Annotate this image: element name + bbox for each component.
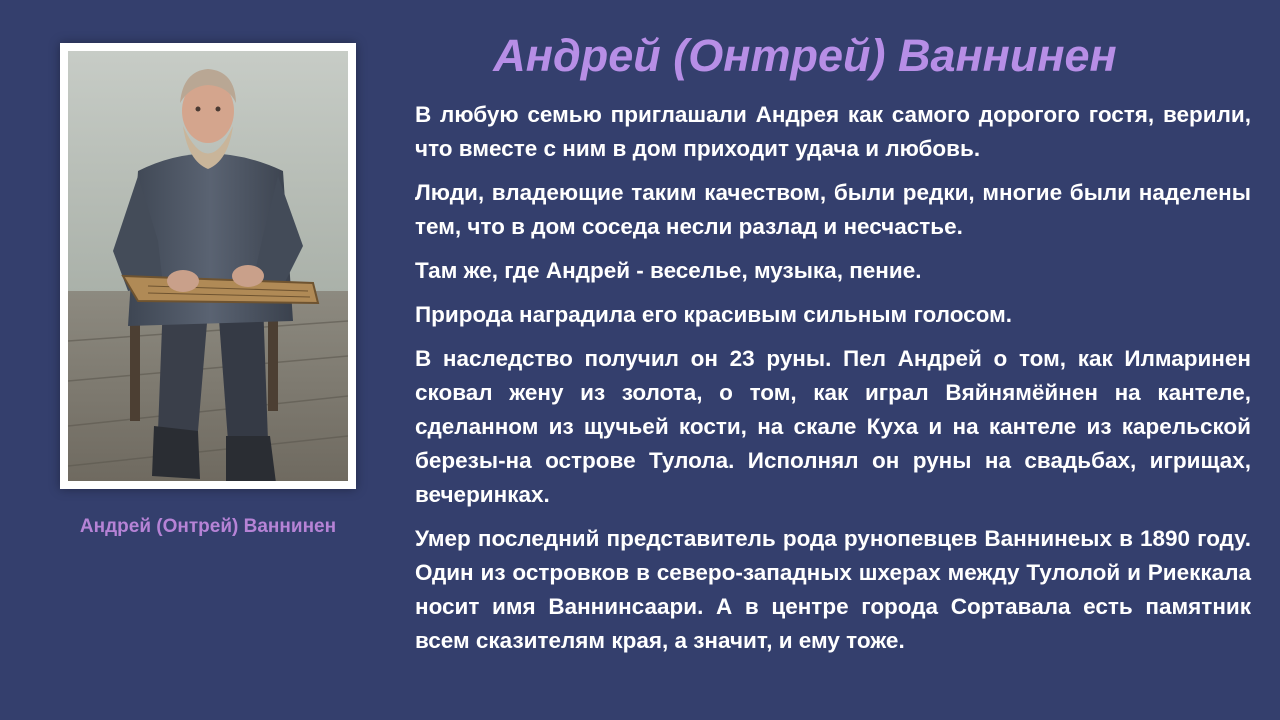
paragraph: Природа наградила его красивым сильным голосом. (415, 302, 1013, 327)
photo-caption: Андрей (Онтрей) Ваннинен (79, 516, 337, 537)
portrait-photo-frame (60, 43, 356, 489)
paragraph: В наследство получил он 23 руны. Пел Андрей о том, как Илмаринен сковал жену из золота, о том, как играл Вяйнямёйнен на кантеле, сделанном из щучьей кости, на скале Куха и на кантеле из карельской березы-на острове Тулола. Исполнял он руны на свадьбах, игрищах, вечеринках. (415, 346, 1251, 507)
portrait-photo (68, 51, 348, 481)
portrait-illustration (68, 51, 348, 481)
paragraph: В любую семью приглашали Андрея как самого дорогого гостя, верили, что вместе с ним в дом приходит удача и любовь. (415, 102, 1251, 161)
paragraph: Люди, владеющие таким качеством, были редки, многие были наделены тем, что в дом соседа несли разлад и несчастье. (415, 180, 1251, 239)
slide-title: Андрей (Онтрей) Ваннинен (493, 30, 1117, 81)
body-text (415, 98, 1251, 668)
paragraph: Там же, где Андрей - веселье, музыка, пение. (415, 258, 922, 283)
paragraph: Умер последний представитель рода рунопевцев Ваннинеых в 1890 году. Один из островков в северо-западных шхерах между Тулолой и Риеккала носит имя Ваннинсаари. А в центре города Сортавала есть памятник всем сказителям края, а значит, и ему тоже. (415, 526, 1251, 653)
